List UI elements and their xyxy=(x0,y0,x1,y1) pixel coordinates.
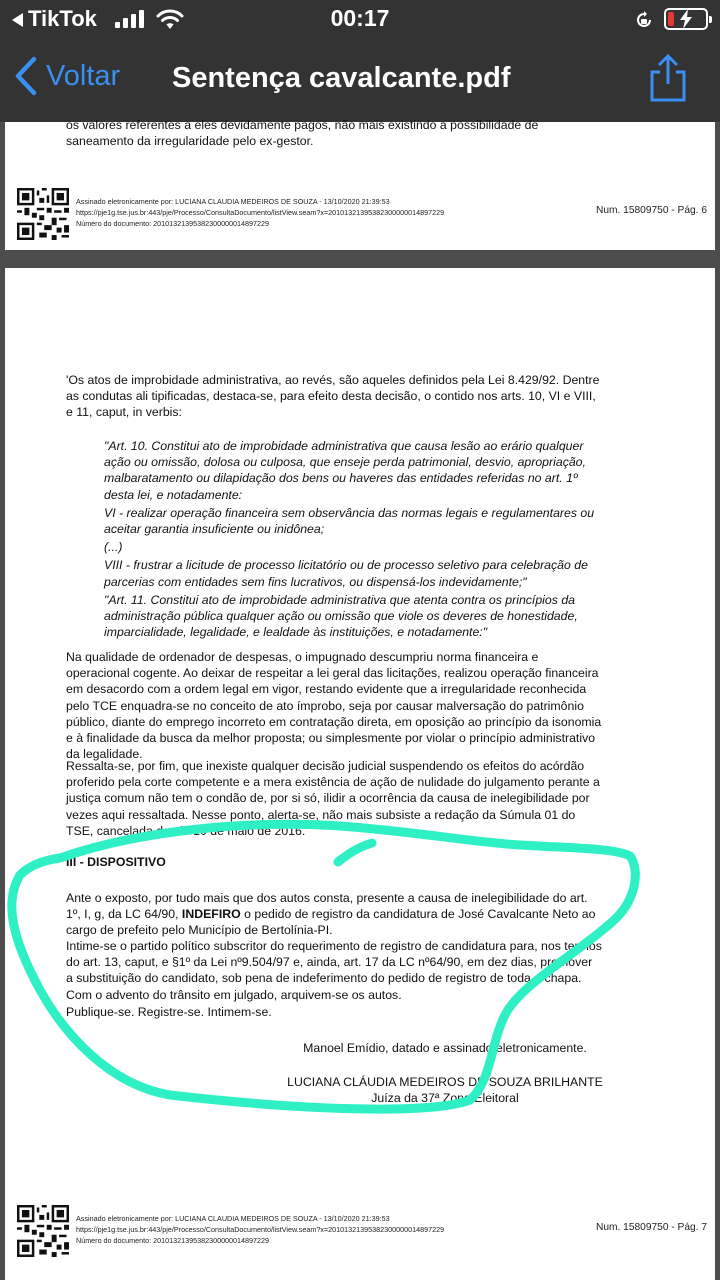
back-button[interactable] xyxy=(14,56,120,96)
chevron-left-icon xyxy=(14,56,38,96)
signature-footer xyxy=(17,1205,707,1259)
status-bar xyxy=(0,0,720,40)
paragraph-publique: Publique-se. Registre-se. Intimem-se. xyxy=(66,1005,272,1019)
paragraph-ressalta: Ressalta-se, por fim, que inexiste qualquer decisão judicial suspendendo os efeitos do acórdão proferido pela corte competente e a mera existência de ação de nulidade do julgamento perante a justiça comum não tem o condão de, por si só, ilidir a ocorrência da causa de inelegibilidade por vezes aqui ressaltada. Nesse ponto, alerta-se, não mais subsiste a redação da Súmula 01 do TSE, cancelada desde 10 de maio de 2016. xyxy=(66,759,600,838)
qr-code xyxy=(17,188,69,240)
back-button-label: Voltar xyxy=(46,59,121,92)
paragraph-transito: Com o advento do trânsito em julgado, arquivem-se os autos. xyxy=(66,988,402,1002)
paragraph-ordenador: Na qualidade de ordenador de despesas, o impugnado descumpriu norma financeira e operacional cogente. Ao deixar de respeitar a lei geral das licitações, realizou operação financeira em desacordo com a ordem legal em vigor, restando evidente que a irregularidade reconhecida pelo TCE enquadra-se no conceito de ato ímprobo, seja por causar malversação do patrimônio público, diante do emprego incorreto em contratação direta, em oposição ao princípio da isonomia e à finalidade da busca da melhor proposta; ou simplesmente por violar o princípio administrativo da legalidade. xyxy=(66,650,602,762)
page-number: Num. 15809750 - Pág. 7 xyxy=(595,1222,707,1233)
signature-footer xyxy=(17,188,707,242)
rotation-lock-icon xyxy=(634,10,654,30)
section-heading: III - DISPOSITIVO xyxy=(66,855,166,869)
page-text-line: saneamento da irregularidade pelo ex-gestor. xyxy=(66,134,314,148)
battery-icon xyxy=(664,8,708,30)
judge-role: Juíza da 37ª Zona Eleitoral xyxy=(371,1091,519,1105)
paragraph-intime: Intime-se o partido político subscritor do requerimento de registro de candidatura para, nos termos do art. 13, caput, e §1º da Lei nº9.504/97 e, ainda, art. 17 da LC nº64/90, em dez dias, promover a substituição do candidato, sob pena de indeferimento do pedido de registro de toda a chapa. xyxy=(66,939,602,986)
charging-bolt-icon xyxy=(678,8,694,30)
pdf-page-7 xyxy=(5,268,715,1280)
document-title: Sentença cavalcante.pdf xyxy=(172,62,511,94)
paragraph-intro: 'Os atos de improbidade administrativa, ao revés, são aqueles definidos pela Lei 8.429/92. Dentre as condutas ali tipificadas, destaca-se, para efeito desta decisão, o contido nos arts. 10, VI e VIII, e 11, caput, in verbis: xyxy=(66,373,600,420)
judge-name: LUCIANA CLÁUDIA MEDEIROS DE SOUZA BRILHANTE xyxy=(287,1075,603,1089)
signature-info: Assinado eletronicamente por: LUCIANA CLAUDIA MEDEIROS DE SOUZA - 13/10/2020 21:39:53 https://pje1g.tse.jus.br:443/pje/Processo/ConsultaDocumento/listView.seam?x=20101321395382300000014897229 Número do documento: 20101321395382300000014897229 xyxy=(76,197,445,228)
pdf-page-6 xyxy=(5,118,715,250)
page-number: Num. 15809750 - Pág. 6 xyxy=(595,205,707,216)
qr-code xyxy=(17,1205,69,1257)
place-and-date: Manoel Emídio, datado e assinado eletronicamente. xyxy=(303,1041,587,1055)
paragraph-dispositivo: Ante o exposto, por tudo mais que dos autos consta, presente a causa de inelegibilidade do art. 1º, I, g, da LC 64/90, INDEFIRO o pedido de registro da candidatura de José Cavalcante Neto ao cargo de prefeito pelo Município de Bertolínia-PI. xyxy=(66,891,596,938)
clock: 00:17 xyxy=(330,5,390,31)
back-to-app-label[interactable]: TikTok xyxy=(28,6,97,31)
navigation-bar xyxy=(0,40,720,122)
share-icon[interactable] xyxy=(646,54,690,104)
legal-quote: "Art. 10. Constitui ato de improbidade administrativa que causa lesão ao erário qualquer ação ou omissão, dolosa ou culposa, que enseje perda patrimonial, desvio, apropriação, malbaratamento ou dilapidação dos bens ou haveres das entidades referidas no art. 1º desta lei, e notadamente: VI - realizar operação financeira sem observância das normas legais e regulamentares ou aceitar garantia insuficiente ou inidônea; (...) VIII - frustrar a licitude de processo licitatório ou de processo seletivo para celebração de parcerias com entidades sem fins lucrativos, ou dispensá-los indevidamente;" "Art. 11. Constitui ato de improbidade administrativa que atenta contra os princípios da administração pública qualquer ação ou omissão que viole os deveres de honestidade, imparcialidade, legalidade, e lealdade às instituições, e notadamente:" xyxy=(104,439,595,640)
signature-info: Assinado eletronicamente por: LUCIANA CLAUDIA MEDEIROS DE SOUZA - 13/10/2020 21:39:53 https://pje1g.tse.jus.br:443/pje/Processo/ConsultaDocumento/listView.seam?x=20101321395382300000014897229 Número do documento: 20101321395382300000014897229 xyxy=(76,1214,445,1245)
page-text-line: os valores referentes a eles devidamente pagos, não mais existindo a possibilidade de xyxy=(66,118,539,132)
